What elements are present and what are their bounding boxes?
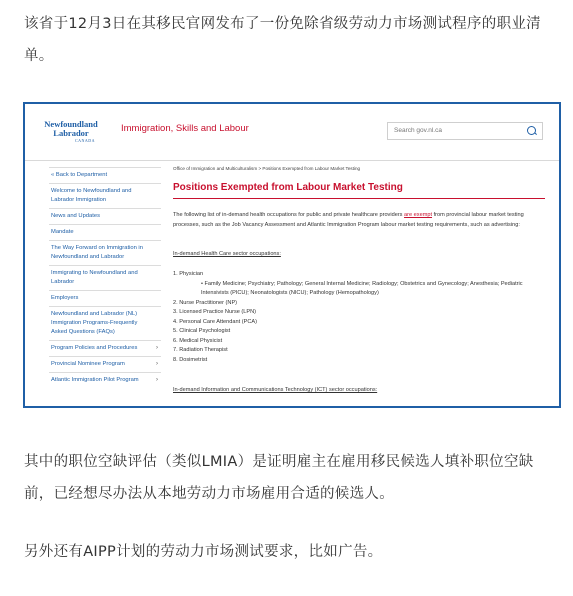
- section-heading-health: In-demand Health Care sector occupations:: [173, 251, 281, 257]
- sidebar-item-label: Newfoundland and Labrador (NL) Immigration Programs-Frequently Asked Questions (FAQs): [51, 311, 138, 335]
- chevron-right-icon: ›: [156, 361, 158, 367]
- sidebar-item[interactable]: [49, 306, 161, 340]
- list-item: 6. Medical Physicist: [173, 337, 223, 344]
- sidebar-item-label: Employers: [51, 295, 79, 301]
- section-heading-ict: In-demand Information and Communications Technology (ICT) sector occupations:: [173, 387, 378, 393]
- sidebar-item[interactable]: [49, 290, 161, 306]
- physician-specialties: • Family Medicine; Psychiatry; Pathology; General Internal Medicine; Radiology; Obstetrics and Gynecology; Anesthesia; Pediatric Intensivists (PICU); Neonatologists (NICU); Pathology (Hemopathology): [201, 280, 523, 296]
- logo-line2: Labrador: [53, 128, 89, 138]
- list-item: 7. Radiation Therapist: [173, 347, 228, 353]
- search-input[interactable]: [387, 122, 543, 140]
- sidebar-item[interactable]: [49, 356, 161, 372]
- list-item: 2. Nurse Practitioner (NP): [173, 299, 238, 306]
- list-item: 3. Licensed Practice Nurse (LPN): [173, 309, 257, 315]
- embedded-website-screenshot: [23, 102, 561, 408]
- sidebar-item[interactable]: [49, 240, 161, 265]
- logo-line1: Newfoundland: [44, 119, 98, 129]
- sidebar-item-label: Provincial Nominee Program: [51, 361, 125, 367]
- sidebar-nav: [49, 167, 161, 388]
- sidebar-item-label: The Way Forward on Immigration in Newfoundland and Labrador: [51, 245, 143, 260]
- sidebar-item[interactable]: [49, 167, 161, 183]
- sidebar-item-label: Immigrating to Newfoundland and Labrador: [51, 270, 138, 285]
- sidebar-item-label: News and Updates: [51, 213, 100, 219]
- list-item: 5. Clinical Psychologist: [173, 328, 231, 334]
- list-item: 4. Personal Care Attendant (PCA): [173, 318, 257, 325]
- occupation-list: [173, 270, 543, 365]
- search-icon[interactable]: [527, 126, 536, 135]
- article-paragraph-2: 其中的职位空缺评估（类似LMIA）是证明雇主在雇用移民候选人填补职位空缺前，已经想尽办法从本地劳动力市场雇用合适的候选人。: [24, 454, 534, 502]
- department-name[interactable]: Immigration, Skills and Labour: [121, 123, 249, 134]
- article-paragraph-1: 该省于12月3日在其移民官网发布了一份免除省级劳动力市场测试程序的职业清单。: [24, 16, 541, 64]
- sidebar-item-label: Welcome to Newfoundland and Labrador Immigration: [51, 188, 132, 203]
- breadcrumb[interactable]: Office of Immigration and Multiculturalism > Positions Exempted from Labour Market Testing: [173, 166, 361, 171]
- intro-text: [173, 211, 543, 230]
- chevron-right-icon: ›: [156, 377, 158, 383]
- sidebar-item[interactable]: [49, 265, 161, 290]
- site-header: [25, 104, 559, 161]
- sidebar-item-label: Mandate: [51, 229, 74, 235]
- sidebar-item-label: Atlantic Immigration Pilot Program: [51, 377, 139, 383]
- nl-logo[interactable]: [43, 120, 99, 143]
- list-item: 8. Dosimetrist: [173, 356, 208, 363]
- title-divider: [173, 198, 545, 199]
- are-exempt-link[interactable]: are exempt: [404, 212, 433, 218]
- sidebar-item[interactable]: [49, 208, 161, 224]
- sidebar-item[interactable]: [49, 183, 161, 208]
- logo-line3: CANADA: [74, 138, 96, 143]
- sidebar-item[interactable]: [49, 372, 161, 388]
- intro-before: The following list of in-demand health occupations for public and private healthcare providers: [173, 212, 405, 218]
- sidebar-item-label: Program Policies and Procedures: [51, 345, 138, 351]
- sidebar-item-label: « Back to Department: [51, 172, 108, 178]
- list-item: 1. Physician: [173, 271, 204, 277]
- intro-after: from provincial labour market testing processes, such as the Job Vacancy Assessment and Atlantic Immigration Program labour market testing requirements, such as advertising:: [173, 212, 524, 228]
- page-title: Positions Exempted from Labour Market Testing: [173, 182, 403, 193]
- chevron-right-icon: ›: [156, 345, 158, 351]
- article-paragraph-3: 另外还有AIPP计划的劳动力市场测试要求，比如广告。: [24, 544, 383, 560]
- sidebar-item[interactable]: [49, 340, 161, 356]
- search-placeholder: Search gov.nl.ca: [394, 127, 442, 134]
- sidebar-item[interactable]: [49, 224, 161, 240]
